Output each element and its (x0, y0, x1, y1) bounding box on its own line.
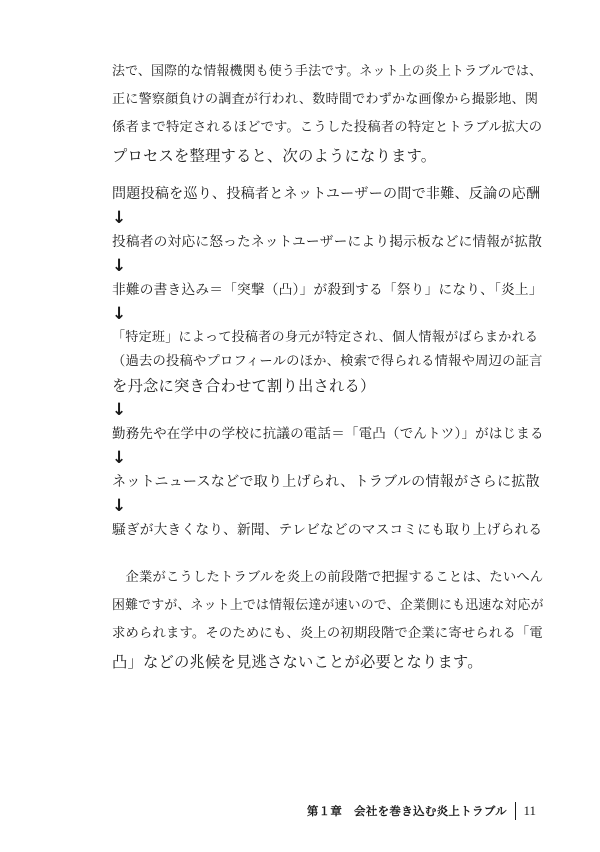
down-arrow-icon: ↓ (112, 448, 127, 468)
down-arrow-icon: ↓ (112, 304, 127, 324)
intro-line: 係者まで特定されるほどです。こうした投稿者の特定とトラブル拡大の (112, 120, 543, 135)
down-arrow-icon: ↓ (112, 496, 127, 516)
intro-line: 法で、国際的な情報機関も使う手法です。ネット上の炎上トラブルでは、 (112, 64, 543, 79)
down-arrow-icon: ↓ (112, 256, 127, 276)
closing-line: 困難ですが、ネット上では情報伝達が速いので、企業側にも迅速な対応が (112, 598, 544, 613)
intro-line: 正に警察顔負けの調査が行われ、数時間でわずかな画像から撮影地、関 (112, 92, 539, 107)
chapter-title: 第１章 会社を巻き込む炎上トラブル (306, 804, 507, 818)
flow-step: 非難の書き込み＝「突撃（凸）」が殺到する「祭り」になり、「炎上」 (112, 282, 543, 298)
page-number: 11 (523, 803, 536, 818)
closing-line: 凸」などの兆候を見逃さないことが必要となります。 (112, 653, 483, 671)
flow-step: 問題投稿を巡り、投稿者とネットユーザーの間で非難、反論の応酬 (112, 186, 541, 202)
flow-step: 投稿者の対応に怒ったネットユーザーにより掲示板などに情報が拡散 (112, 234, 542, 250)
flow-step: ネットニュースなどで取り上げられ、トラブルの情報がさらに拡散 (112, 474, 540, 490)
flow-step: 「特定班」によって投稿者の身元が特定され、個人情報がばらまかれる (112, 330, 539, 345)
down-arrow-icon: ↓ (112, 400, 127, 420)
flow-step: 勤務先や在学中の学校に抗議の電話＝「電凸（でんトツ）」がはじまる (112, 426, 544, 442)
closing-line: 求められます。そのためにも、炎上の初期段階で企業に寄せられる「電 (112, 626, 543, 641)
flow-step-note: を丹念に突き合わせて割り出される） (112, 377, 376, 395)
intro-line: プロセスを整理すると、次のようになります。 (112, 147, 437, 165)
flow-step: 騒ぎが大きくなり、新聞、テレビなどのマスコミにも取り上げられる (112, 522, 543, 538)
down-arrow-icon: ↓ (112, 208, 127, 228)
footer-divider (515, 802, 517, 820)
page-footer (307, 800, 536, 822)
flow-step-note: （過去の投稿やプロフィールのほか、検索で得られる情報や周辺の証言 (112, 354, 543, 369)
closing-line: 企業がこうしたトラブルを炎上の前段階で把握することは、たいへん (112, 570, 544, 585)
